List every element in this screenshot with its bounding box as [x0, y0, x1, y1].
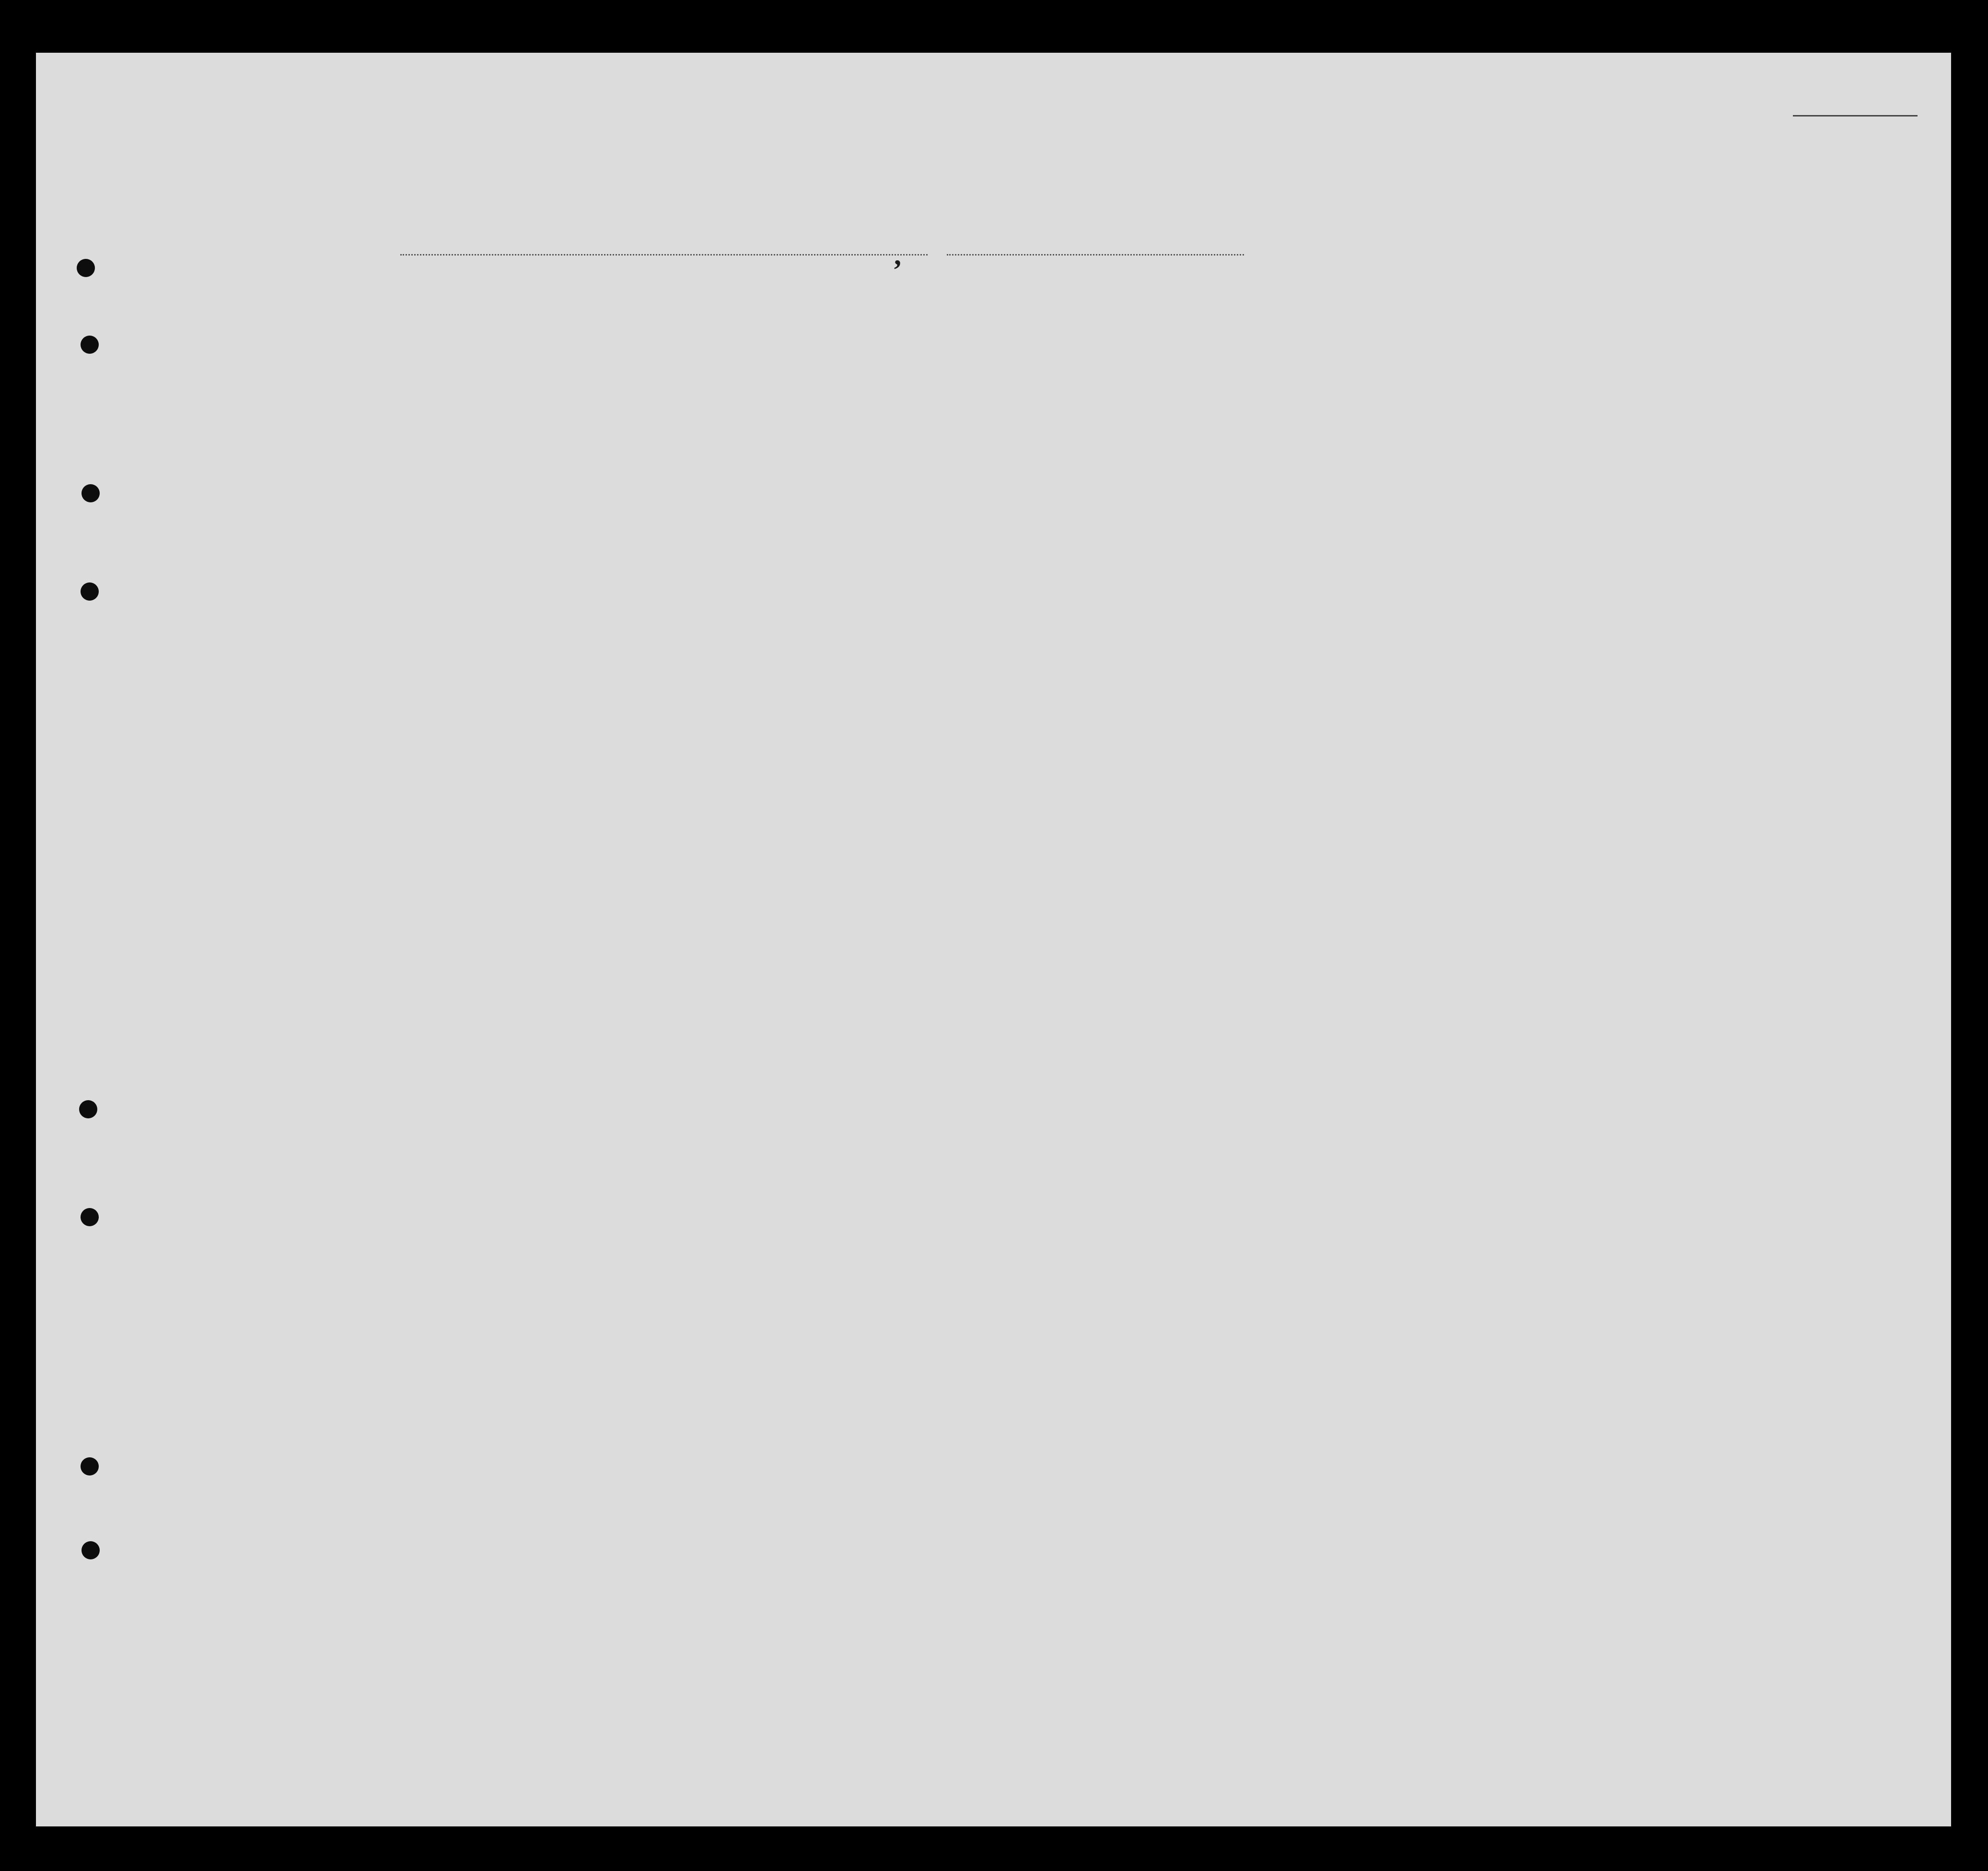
col-num-35 — [1716, 288, 1788, 320]
list-number-line — [1793, 115, 1918, 116]
binder-hole — [81, 336, 99, 354]
col-num-24 — [1174, 288, 1294, 320]
col-num-16 — [132, 288, 201, 320]
col-num-33 — [1635, 288, 1678, 320]
col-num-29 — [1445, 288, 1484, 320]
col-num-23 — [920, 288, 1174, 320]
col-num-21 — [755, 288, 791, 320]
binder-hole — [77, 259, 95, 277]
comma: , — [894, 239, 901, 271]
col-num-28 — [1393, 288, 1445, 320]
binder-hole — [81, 1457, 99, 1476]
col-num-36 — [1788, 288, 1951, 320]
col-num-27 — [1357, 288, 1393, 320]
date-line — [947, 254, 1244, 256]
col-num-32 — [1580, 288, 1635, 320]
col-num-30 — [1484, 288, 1517, 320]
binder-hole — [81, 1208, 99, 1226]
binder-hole — [81, 484, 100, 502]
manifest-sheet — [36, 53, 1951, 1826]
col-num-18 — [472, 288, 635, 320]
col-num-17 — [201, 288, 472, 320]
col-num-25 — [1294, 288, 1321, 320]
col-num-26 — [1321, 288, 1357, 320]
col-num-31 — [1517, 288, 1580, 320]
col-num-19 — [635, 288, 664, 320]
port-line — [400, 254, 928, 256]
binder-hole — [81, 1541, 100, 1559]
col-num-22 — [791, 288, 920, 320]
col-num-20 — [664, 288, 755, 320]
binder-hole — [79, 1100, 97, 1118]
col-num-34 — [1678, 288, 1716, 320]
binder-hole — [81, 582, 99, 601]
